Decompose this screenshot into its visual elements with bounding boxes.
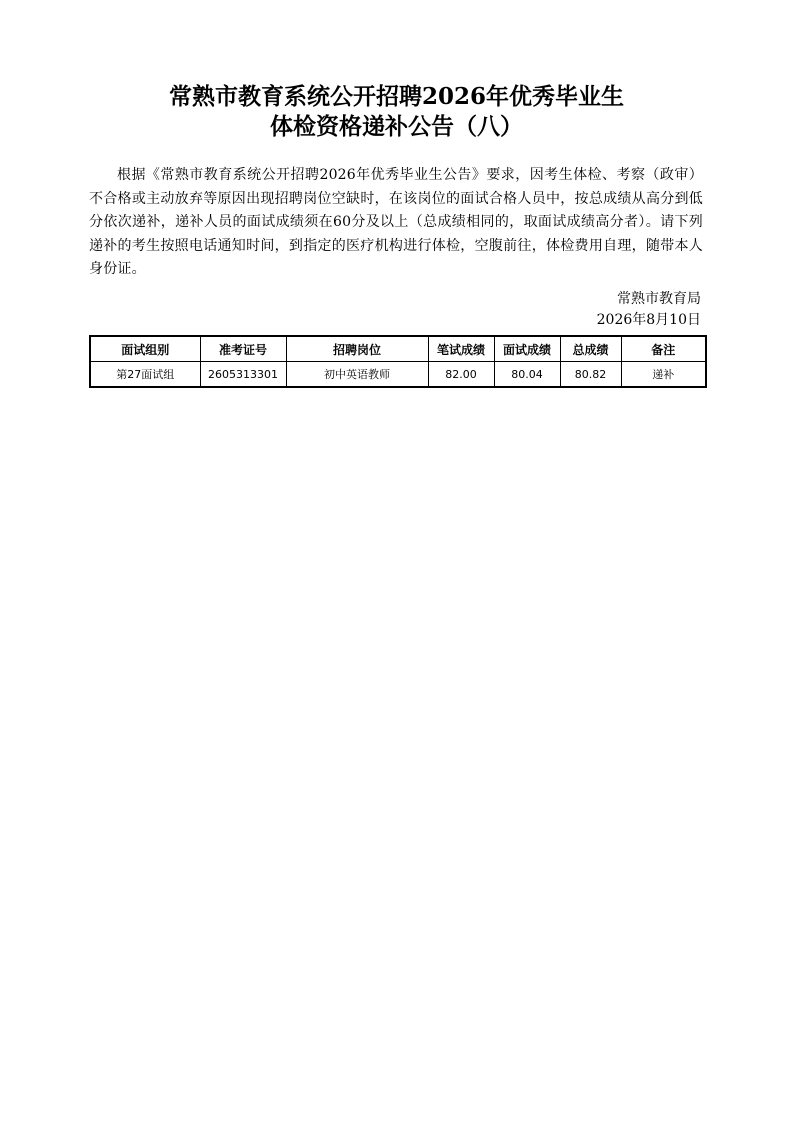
header-position: 招聘岗位 (286, 336, 428, 362)
header-exam-number: 准考证号 (200, 336, 286, 362)
header-group: 面试组别 (90, 336, 200, 362)
header-total-score: 总成绩 (560, 336, 621, 362)
issuer-name: 常熟市教育局 (617, 291, 701, 307)
issue-date: 2026年8月10日 (596, 312, 701, 328)
table-header-row (90, 336, 706, 362)
cell-remarks: 递补 (621, 362, 706, 388)
cell-total-score: 80.82 (560, 362, 621, 388)
announcement-title-line2: 体检资格递补公告（八） (270, 113, 523, 140)
cell-exam-number: 2605313301 (200, 362, 286, 388)
header-remarks: 备注 (621, 336, 706, 362)
cell-interview-score: 80.04 (494, 362, 560, 388)
results-table (89, 335, 707, 388)
cell-group: 第27面试组 (90, 362, 200, 388)
header-written-score: 笔试成绩 (428, 336, 494, 362)
announcement-title-line1: 常熟市教育系统公开招聘2026年优秀毕业生 (168, 83, 624, 110)
header-interview-score: 面试成绩 (494, 336, 560, 362)
cell-position: 初中英语教师 (286, 362, 428, 388)
table-row (90, 362, 706, 388)
announcement-body: 根据《常熟市教育系统公开招聘2026年优秀毕业生公告》要求，因考生体检、考察（政审）不合格或主动放弃等原因出现招聘岗位空缺时，在该岗位的面试合格人员中，按总成绩从高分到低分依次递补，递补人员的面试成绩须在60分及以上（总成绩相同的，取面试成绩高分者）。请下列递补的考生按照电话通知时间，到指定的医疗机构进行体检，空腹前往，体检费用自理，随带本人身份证。 (89, 167, 703, 278)
cell-written-score: 82.00 (428, 362, 494, 388)
